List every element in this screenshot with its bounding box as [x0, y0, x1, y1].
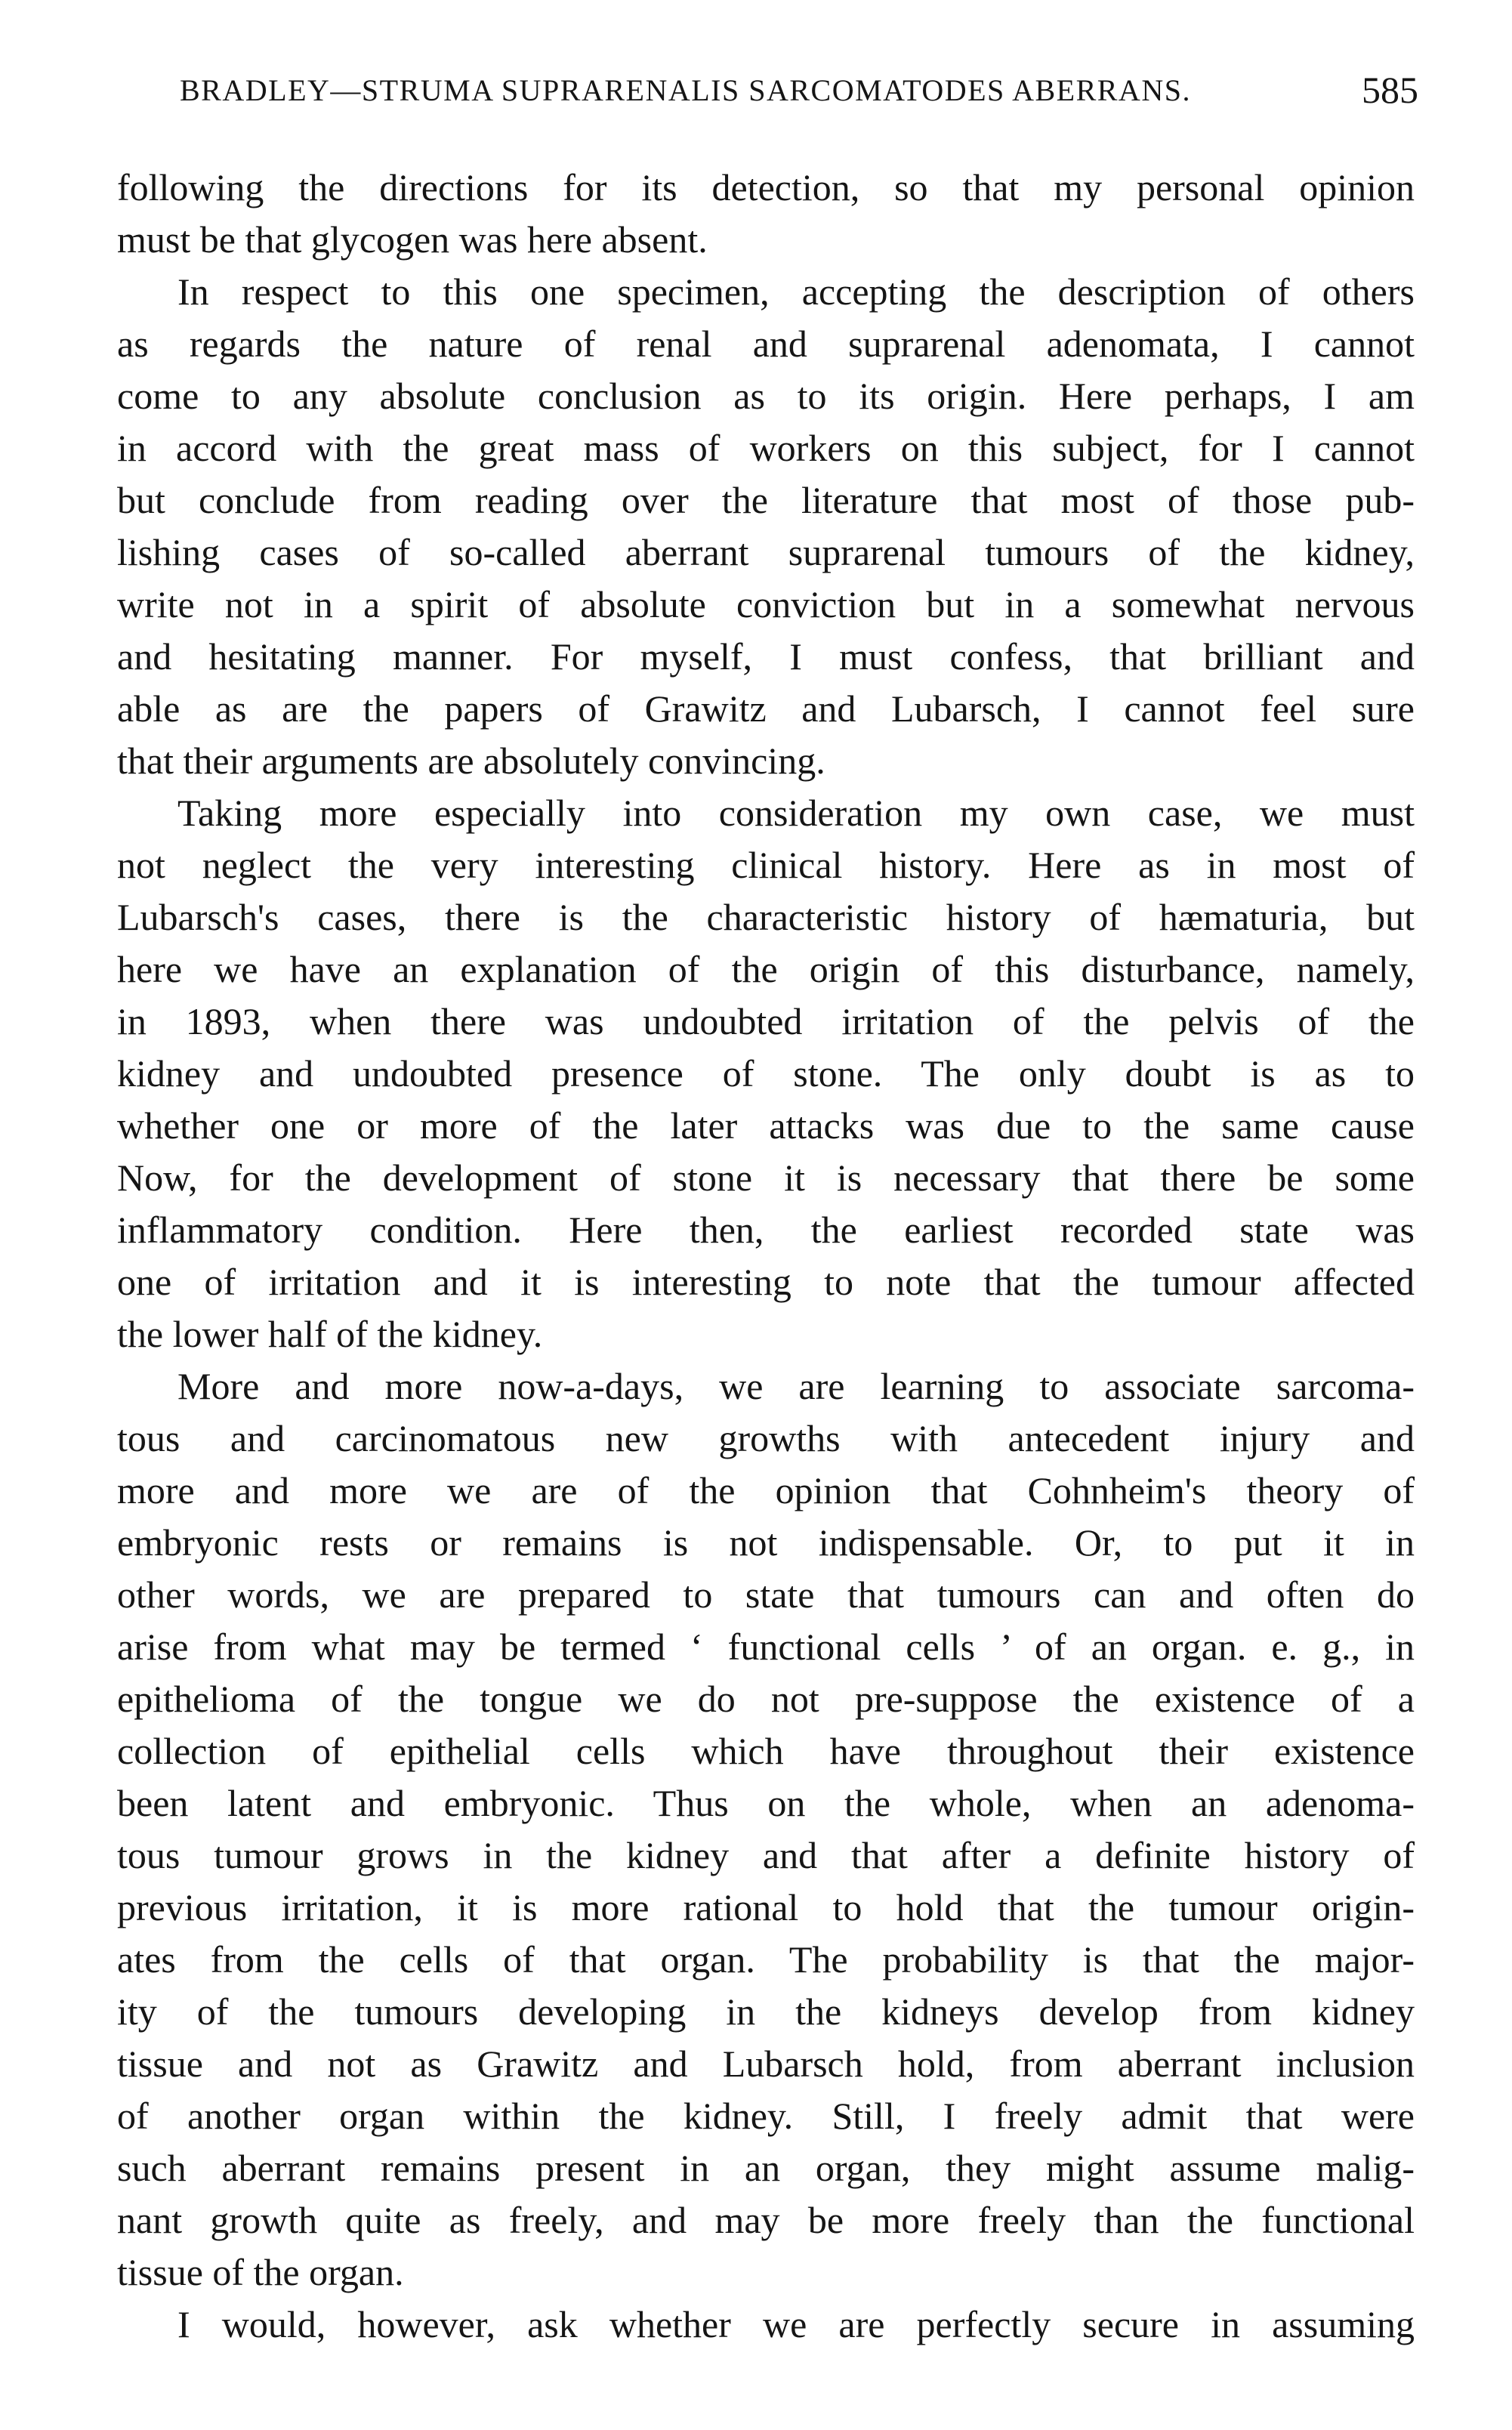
text-line: In respect to this one specimen, accepting the description of others [177, 270, 1415, 313]
text-line: collection of epithelial cells which have throughout their existence [117, 1730, 1415, 1772]
text-line: that their arguments are absolutely convincing. [117, 739, 825, 782]
text-line: ity of the tumours developing in the kidneys develop from kidney [117, 1990, 1415, 2033]
text-line: previous irritation, it is more rational to hold that the tumour origin- [117, 1886, 1415, 1928]
text-line: in accord with the great mass of workers on this subject, for I cannot [117, 427, 1415, 469]
text-line: come to any absolute conclusion as to its origin. Here perhaps, I am [117, 375, 1415, 417]
text-line: but conclude from reading over the literature that most of those pub- [117, 479, 1415, 521]
body-text [117, 162, 1415, 2351]
text-line: not neglect the very interesting clinical history. Here as in most of [117, 844, 1415, 886]
text-line: other words, we are prepared to state that tumours can and often do [117, 1573, 1415, 1616]
text-line: lishing cases of so-called aberrant suprarenal tumours of the kidney, [117, 531, 1415, 573]
text-line: able as are the papers of Grawitz and Lubarsch, I cannot feel sure [117, 687, 1415, 730]
text-line: in 1893, when there was undoubted irritation of the pelvis of the [117, 1000, 1415, 1042]
text-line: of another organ within the kidney. Still, I freely admit that were [117, 2095, 1415, 2137]
text-line: kidney and undoubted presence of stone. The only doubt is as to [117, 1052, 1415, 1095]
text-line: tous and carcinomatous new growths with antecedent injury and [117, 1417, 1415, 1459]
text-line: nant growth quite as freely, and may be more freely than the functional [117, 2199, 1415, 2241]
text-line: embryonic rests or remains is not indispensable. Or, to put it in [117, 1521, 1415, 1564]
text-line: I would, however, ask whether we are perfectly secure in assuming [177, 2303, 1415, 2345]
text-line: More and more now-a-days, we are learning to associate sarcoma- [177, 1365, 1415, 1407]
text-line: Lubarsch's cases, there is the characteristic history of hæmaturia, but [117, 896, 1415, 938]
text-line: write not in a spirit of absolute conviction but in a somewhat nervous [117, 583, 1415, 625]
text-line: such aberrant remains present in an organ, they might assume malig- [117, 2147, 1415, 2189]
text-line: tissue of the organ. [117, 2251, 404, 2293]
text-line: inflammatory condition. Here then, the earliest recorded state was [117, 1209, 1415, 1251]
text-line: the lower half of the kidney. [117, 1313, 543, 1355]
text-line: more and more we are of the opinion that Cohnheim's theory of [117, 1469, 1415, 1511]
text-line: arise from what may be termed ‘ functional cells ’ of an organ. e. g., in [117, 1626, 1415, 1668]
text-line: tissue and not as Grawitz and Lubarsch hold, from aberrant inclusion [117, 2042, 1415, 2085]
text-line: Taking more especially into consideration my own case, we must [177, 792, 1415, 834]
text-line: one of irritation and it is interesting to note that the tumour affected [117, 1261, 1415, 1303]
running-head [180, 69, 1418, 118]
text-line: here we have an explanation of the origin of this disturbance, namely, [117, 948, 1415, 990]
page-number: 585 [1362, 69, 1418, 111]
text-line: as regards the nature of renal and suprarenal adenomata, I cannot [117, 323, 1415, 365]
text-line: must be that glycogen was here absent. [117, 218, 708, 261]
text-line: and hesitating manner. For myself, I must confess, that brilliant and [117, 635, 1415, 678]
running-title: BRADLEY—STRUMA SUPRARENALIS SARCOMATODES ABERRANS. [180, 73, 1191, 107]
text-line: Now, for the development of stone it is necessary that there be some [117, 1156, 1415, 1199]
text-line: following the directions for its detection, so that my personal opinion [117, 166, 1415, 208]
text-line: ates from the cells of that organ. The probability is that the major- [117, 1938, 1415, 1981]
text-line: tous tumour grows in the kidney and that after a definite history of [117, 1834, 1415, 1876]
text-line: whether one or more of the later attacks was due to the same cause [117, 1104, 1415, 1147]
text-line: epithelioma of the tongue we do not pre-suppose the existence of a [117, 1678, 1415, 1720]
text-line: been latent and embryonic. Thus on the whole, when an adenoma- [117, 1782, 1415, 1824]
